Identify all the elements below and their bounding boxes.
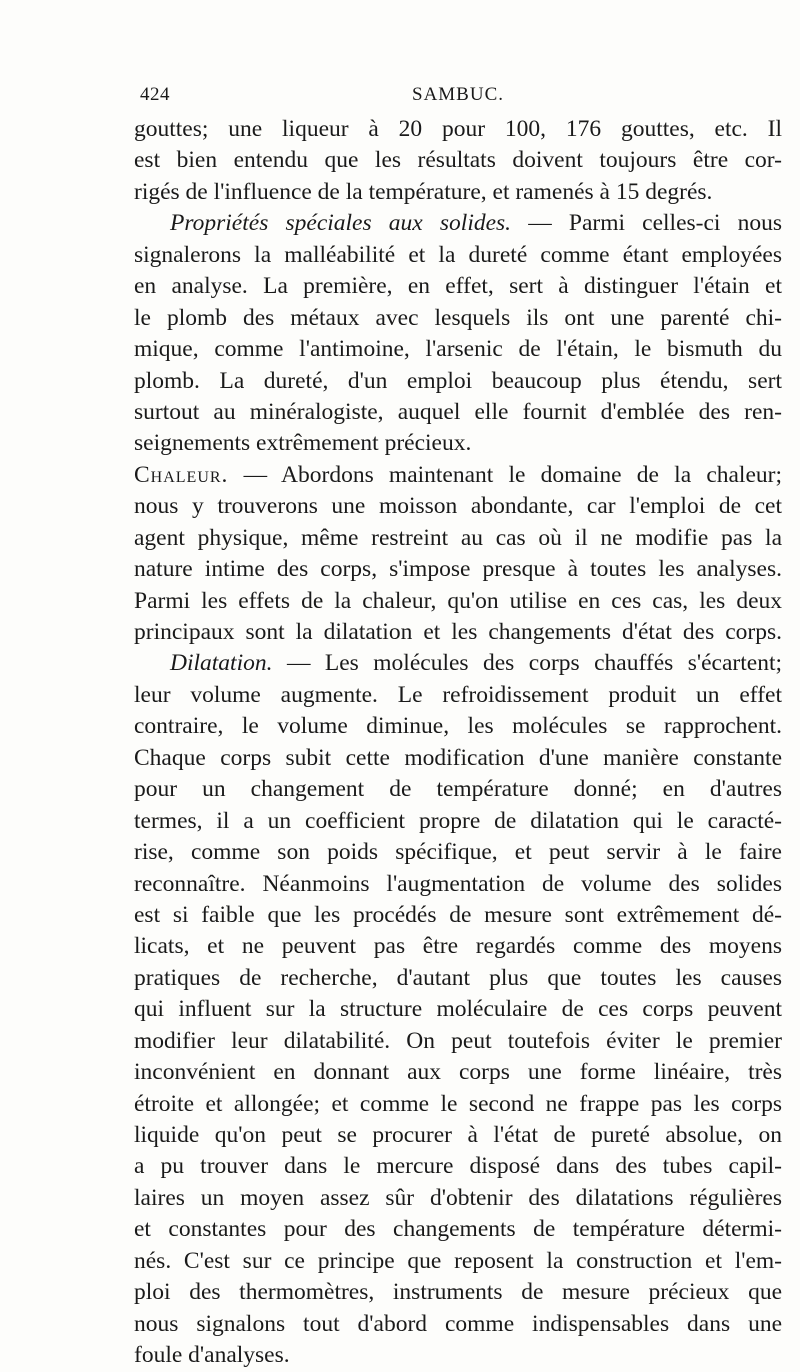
text-line: nous signalons tout d'abord comme indispensables dans une	[134, 1310, 782, 1337]
text-line: mique, comme l'antimoine, l'arsenic de l'étain, le bismuth du	[134, 336, 782, 363]
text-line: nous y trouverons une moisson abondante, car l'emploi de cet	[134, 493, 782, 520]
text-line: principaux sont la dilatation et les changements d'état des corps.	[134, 619, 782, 645]
text-run: — Les molécules des corps chauffés s'écartent;	[272, 650, 782, 677]
text-line: gouttes; une liqueur à 20 pour 100, 176 gouttes, etc. Il	[134, 116, 782, 142]
text-line: contraire, le volume diminue, les molécules se rapprochent.	[134, 713, 782, 740]
section-heading-line	[134, 648, 782, 679]
text-line: ploi des thermomètres, instruments de mesure précieux que	[134, 1279, 782, 1306]
text-run: — Parmi celles-ci nous	[511, 210, 782, 237]
text-line: Chaque corps subit cette modification d'une manière constante	[134, 744, 782, 771]
text-line: seignements extrêmement précieux.	[134, 430, 472, 457]
text-line: nature intime des corps, s'impose presque à toutes les analyses.	[134, 556, 782, 583]
text-line: et constantes pour des changements de température détermi-	[134, 1216, 782, 1243]
text-line: est si faible que les procédés de mesure sont extrêmement dé-	[134, 901, 782, 928]
text-line: plomb. La dureté, d'un emploi beaucoup plus étendu, sert	[134, 367, 782, 394]
text-line: foule d'analyses.	[134, 1342, 290, 1369]
section-heading-line	[134, 208, 782, 239]
text-line: Parmi les effets de la chaleur, qu'on utilise en ces cas, les deux	[134, 587, 782, 614]
section-heading-chaleur: Chaleur.	[134, 461, 229, 488]
text-line: inconvénient en donnant aux corps une forme linéaire, très	[134, 1059, 782, 1086]
body-text	[134, 114, 782, 1372]
text-line: pratiques de recherche, d'autant plus que toutes les causes	[134, 964, 782, 991]
text-line: est bien entendu que les résultats doivent toujours être cor-	[134, 147, 782, 174]
text-line: en analyse. La première, en effet, sert à distinguer l'étain et	[134, 273, 782, 300]
text-line: agent physique, même restreint au cas où il ne modifie pas la	[134, 524, 782, 551]
text-line: licats, et ne peuvent pas être regardés comme des moyens	[134, 933, 782, 960]
text-line: termes, il a un coefficient propre de dilatation qui le caracté-	[134, 807, 782, 834]
text-line: leur volume augmente. Le refroidissement produit un effet	[134, 681, 782, 708]
text-line: a pu trouver dans le mercure disposé dans des tubes capil-	[134, 1153, 782, 1180]
text-line: surtout au minéralogiste, auquel elle fournit d'emblée des ren-	[134, 398, 782, 425]
text-line: reconnaître. Néanmoins l'augmentation de volume des solides	[134, 870, 782, 897]
running-head	[140, 78, 780, 112]
running-title: SAMBUC.	[412, 84, 504, 105]
text-line: nés. C'est sur ce principe que reposent la construction et l'em-	[134, 1247, 782, 1274]
text-line: rigés de l'influence de la température, et ramenés à 15 degrés.	[134, 178, 713, 205]
text-line: modifier leur dilatabilité. On peut toutefois éviter le premier	[134, 1027, 782, 1054]
section-heading-solides: Propriétés spéciales aux solides.	[170, 210, 512, 237]
text-run: — Abordons maintenant le domaine de la chaleur;	[228, 461, 782, 488]
text-line: étroite et allongée; et comme le second ne frappe pas les corps	[134, 1090, 782, 1117]
text-line: le plomb des métaux avec lesquels ils ont une parenté chi-	[134, 304, 782, 331]
page-number: 424	[140, 84, 170, 105]
section-heading-dilatation: Dilatation.	[170, 650, 273, 677]
section-heading-line	[134, 460, 782, 491]
text-line: qui influent sur la structure moléculaire de ces corps peuvent	[134, 996, 782, 1023]
text-line: rise, comme son poids spécifique, et peut servir à le faire	[134, 839, 782, 866]
text-line: liquide qu'on peut se procurer à l'état de pureté absolue, on	[134, 1122, 782, 1148]
text-line: pour un changement de température donné; en d'autres	[134, 776, 782, 803]
text-line: signalerons la malléabilité et la dureté comme étant employées	[134, 241, 782, 268]
text-line: laires un moyen assez sûr d'obtenir des dilatations régulières	[134, 1184, 782, 1211]
